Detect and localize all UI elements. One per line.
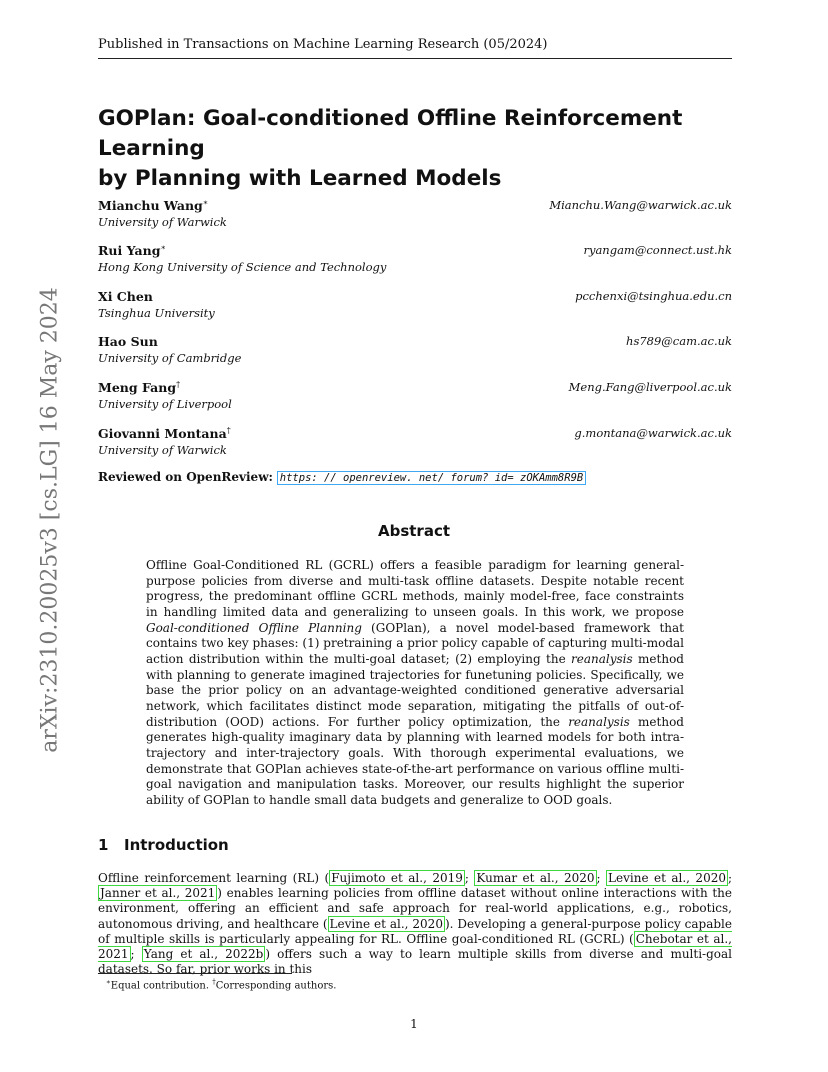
author-affiliation: University of Liverpool (98, 397, 232, 412)
author-block (98, 243, 732, 274)
author-email: pcchenxi@tsinghua.edu.cn (575, 289, 732, 303)
openreview-link[interactable]: https: // openreview. net/ forum? id= zOKAmm8R9B (277, 471, 586, 485)
arxiv-id: arXiv:2310.20025v3 [cs.LG] 16 May 2024 (37, 287, 63, 753)
paper-title (98, 104, 738, 194)
author-email: hs789@cam.ac.uk (626, 334, 732, 348)
journal-header: Published in Transactions on Machine Learning Research (05/2024) (98, 37, 732, 59)
author-affiliation: University of Warwick (98, 215, 227, 230)
section-heading (98, 836, 229, 854)
author-name: Rui Yang∗ (98, 243, 166, 259)
citation-link[interactable]: Fujimoto et al., 2019 (331, 871, 463, 885)
author-email: ryangam@connect.ust.hk (583, 243, 732, 257)
abstract-body: Offline Goal-Conditioned RL (GCRL) offers a feasible paradigm for learning general-purpose policies from diverse and multi-task offline datasets. Despite notable recent progress, the predominant offline GCRL methods, mainly model-free, face constraints in handling limited data and generalizing to unseen goals. In this work, we propose Goal-conditioned Offline Planning (GOPlan), a novel model-based framework that contains two key phases: (1) pretraining a prior policy capable of capturing multi-modal action distribution within the multi-goal dataset; (2) employing the reanalysis method with planning to generate imagined trajectories for funetuning policies. Specifically, we base the prior policy on an advantage-weighted conditioned generative adversarial network, which facilitates distinct mode separation, mitigating the pitfalls of out-of-distribution (OOD) actions. For further policy optimization, the reanalysis method generates high-quality imaginary data by planning with learned models for both intra-trajectory and inter-trajectory goals. With thorough experimental evaluations, we demonstrate that GOPlan achieves state-of-the-art performance on various offline multi-goal navigation and manipulation tasks. Moreover, our results highlight the superior ability of GOPlan to handle small data budgets and generalize to OOD goals. (146, 558, 684, 807)
author-email: g.montana@warwick.ac.uk (574, 426, 732, 440)
title-line-1: GOPlan: Goal-conditioned Offline Reinforcement Learning (98, 106, 683, 161)
section-title: Introduction (124, 836, 229, 854)
author-name: Mianchu Wang∗ (98, 198, 209, 214)
author-affiliation: Tsinghua University (98, 306, 215, 321)
author-block (98, 289, 732, 320)
intro-paragraph: Offline reinforcement learning (RL) ( Fujimoto et al., 2019 ; Kumar et al., 2020 ; Levine et al., 2020 ; Janner et al., 2021 ) enables learning policies from offline dataset without online interactions with the environment, offering an efficient and safe approach for real-world applications, e.g., robotics, autonomous driving, and healthcare ( Levine et al., 2020 ). Developing a general-purpose policy capable of multiple skills is particularly appealing for RL. Offline goal-conditioned RL (GCRL) ( Chebotar et al., 2021 ; Yang et al., 2022b ) offers such a way to learn multiple skills from diverse and multi-goal datasets. So far, prior works in this (98, 871, 733, 977)
author-block (98, 426, 732, 457)
citation-link[interactable]: Yang et al., 2022b (143, 947, 264, 962)
author-block (98, 334, 732, 365)
author-affiliation: University of Warwick (98, 443, 227, 458)
author-email: Meng.Fang@liverpool.ac.uk (568, 380, 732, 394)
author-affiliation: Hong Kong University of Science and Technology (98, 260, 387, 275)
citation-link[interactable]: Chebotar et al., 2021 (98, 931, 732, 962)
author-name: Hao Sun (98, 334, 158, 350)
author-block (98, 198, 732, 229)
page-number: 1 (410, 1017, 418, 1031)
author-affiliation: University of Cambridge (98, 351, 242, 366)
title-line-2: by Planning with Learned Models (98, 166, 502, 191)
abstract-heading: Abstract (377, 522, 451, 540)
author-name: Xi Chen (98, 289, 153, 305)
author-block (98, 380, 732, 411)
author-name: Meng Fang† (98, 380, 181, 396)
author-name: Giovanni Montana† (98, 426, 231, 442)
review-line (98, 470, 586, 484)
review-label: Reviewed on OpenReview: (98, 470, 273, 484)
footnote: ∗Equal contribution. †Corresponding authors. (106, 978, 337, 992)
section-number: 1 (98, 836, 109, 854)
author-email: Mianchu.Wang@warwick.ac.uk (549, 198, 732, 212)
citation-link[interactable]: Levine et al., 2020 (608, 871, 726, 885)
citation-link[interactable]: Kumar et al., 2020 (476, 871, 595, 885)
citation-link[interactable]: Levine et al., 2020 (329, 916, 443, 931)
footnote-rule (98, 973, 292, 974)
citation-link[interactable]: Janner et al., 2021 (100, 886, 216, 901)
arxiv-side-stamp (38, 280, 62, 760)
